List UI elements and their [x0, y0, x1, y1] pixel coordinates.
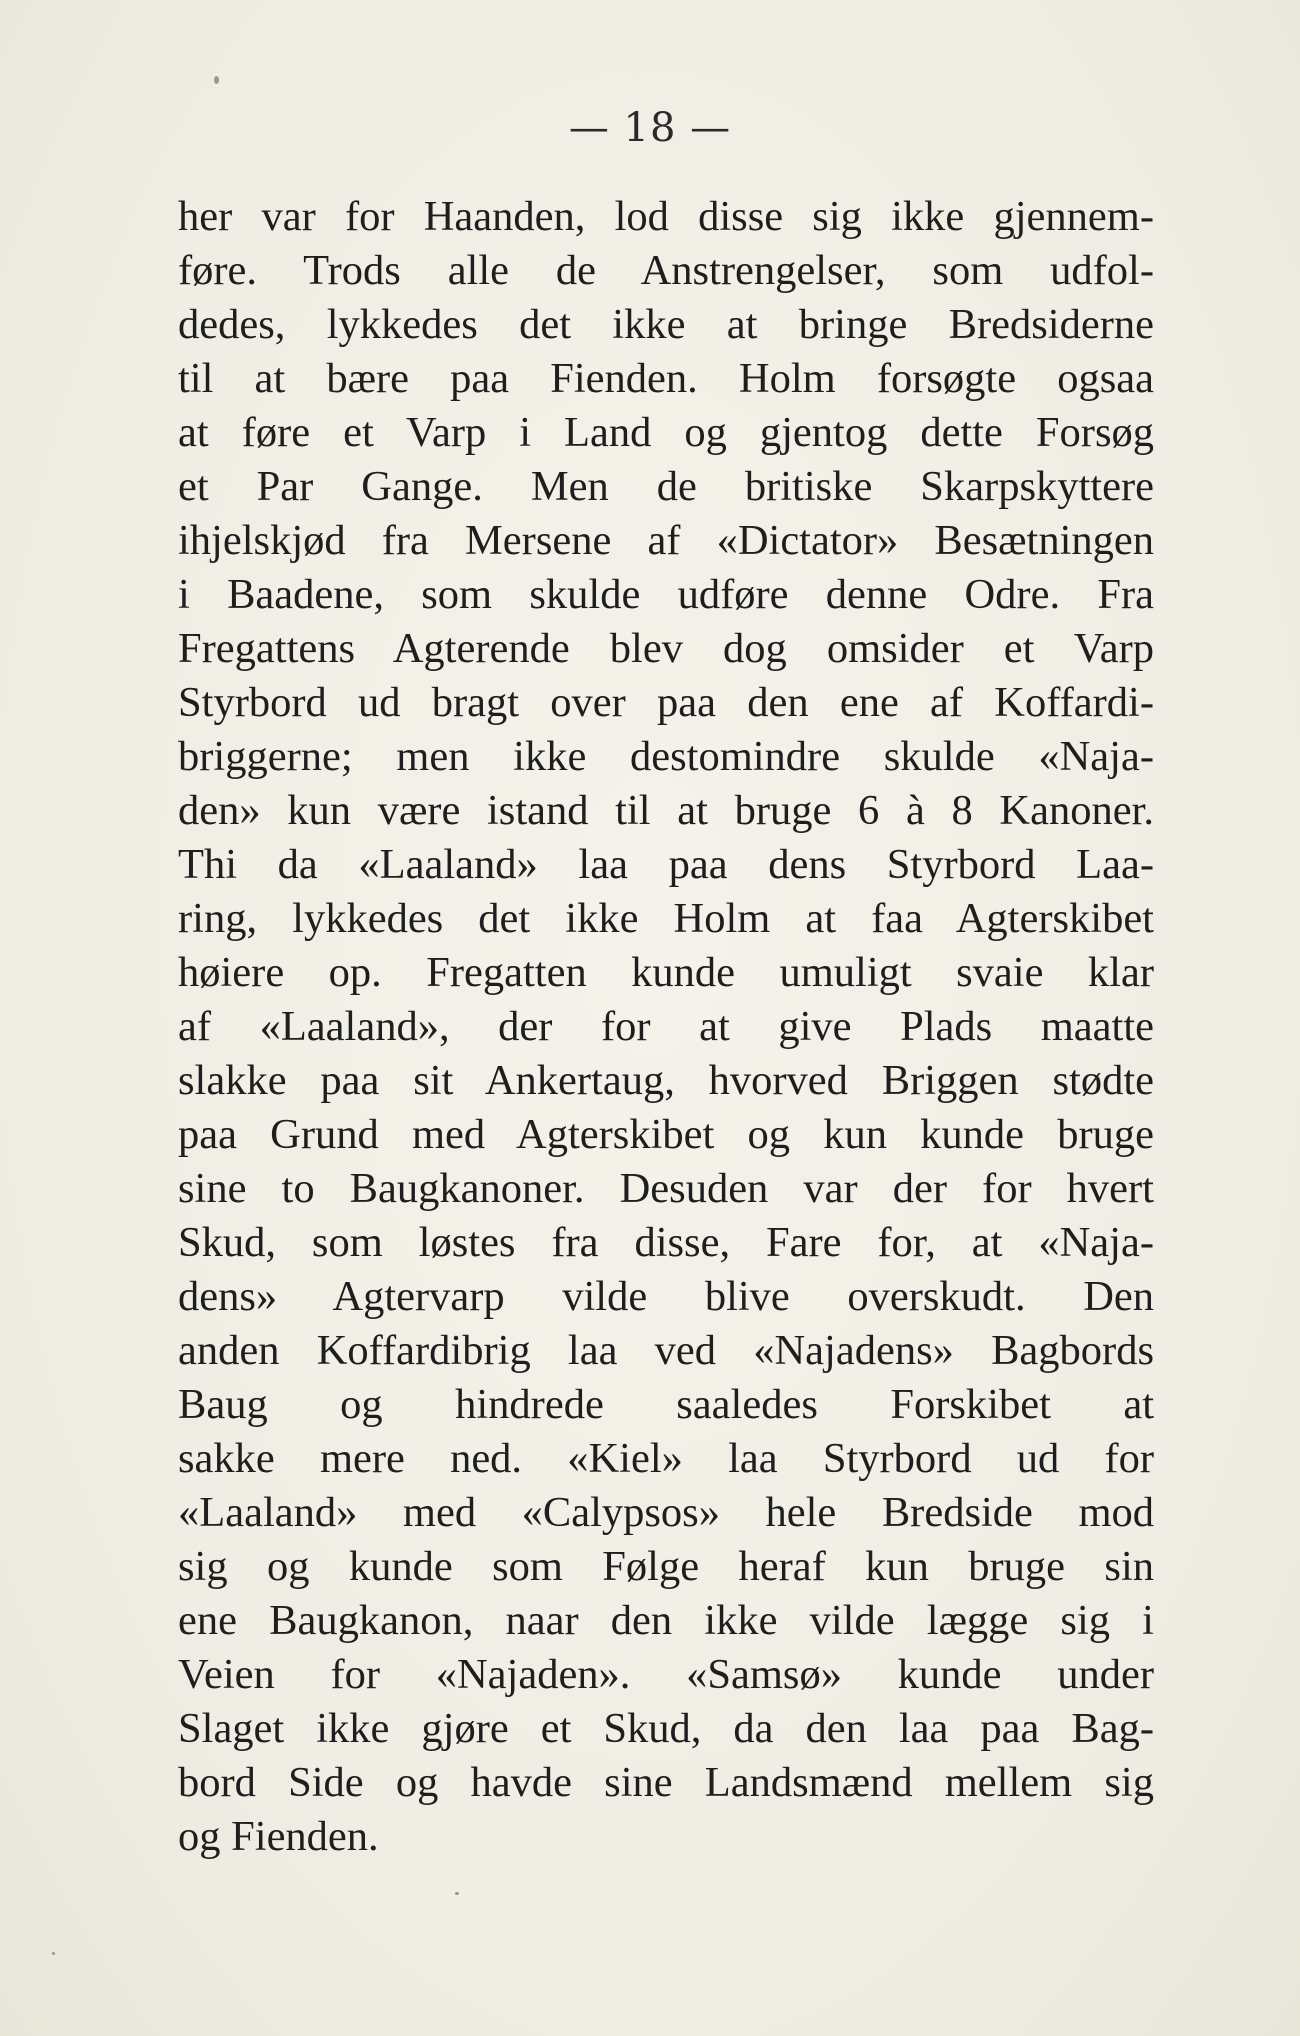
text-line: her var for Haanden, lod disse sig ikke gjennem-	[178, 193, 1154, 240]
text-line: Styrbord ud bragt over paa den ene af Koffardi-	[178, 679, 1154, 726]
text-line: Baug og hindrede saaledes Forskibet at	[178, 1381, 1154, 1428]
body-text	[178, 190, 1154, 1864]
text-line: sine to Baugkanoner. Desuden var der for hvert	[178, 1165, 1154, 1212]
text-line: dedes, lykkedes det ikke at bringe Bredsiderne	[178, 301, 1154, 348]
text-line: anden Koffardibrig laa ved «Najadens» Bagbords	[178, 1327, 1154, 1374]
text-line: Slaget ikke gjøre et Skud, da den laa paa Bag-	[178, 1705, 1154, 1752]
text-line: ihjelskjød fra Mersene af «Dictator» Besætningen	[178, 517, 1154, 564]
print-speck	[52, 1952, 55, 1955]
text-line: den» kun være istand til at bruge 6 à 8 Kanoner.	[178, 787, 1154, 834]
text-line: ring, lykkedes det ikke Holm at faa Agterskibet	[178, 895, 1154, 942]
text-line: føre. Trods alle de Anstrengelser, som udfol-	[178, 247, 1154, 294]
text-line: ene Baugkanon, naar den ikke vilde lægge sig i	[178, 1597, 1154, 1644]
text-line: dens» Agtervarp vilde blive overskudt. Den	[178, 1273, 1154, 1320]
text-line: bord Side og havde sine Landsmænd mellem sig	[178, 1759, 1154, 1806]
text-line: et Par Gange. Men de britiske Skarpskyttere	[178, 463, 1154, 510]
text-line: Thi da «Laaland» laa paa dens Styrbord Laa-	[178, 841, 1154, 888]
print-speck	[214, 76, 219, 84]
text-line: Veien for «Najaden». «Samsø» kunde under	[178, 1651, 1154, 1698]
text-line: og Fienden.	[178, 1813, 379, 1860]
text-line: slakke paa sit Ankertaug, hvorved Briggen stødte	[178, 1057, 1154, 1104]
text-line: «Laaland» med «Calypsos» hele Bredside mod	[178, 1489, 1154, 1536]
text-line: i Baadene, som skulde udføre denne Odre. Fra	[178, 571, 1154, 618]
text-line: sakke mere ned. «Kiel» laa Styrbord ud for	[178, 1435, 1154, 1482]
text-line: briggerne; men ikke destomindre skulde «Naja-	[178, 733, 1154, 780]
page-number: — 18 —	[568, 105, 732, 151]
text-line: af «Laaland», der for at give Plads maatte	[178, 1003, 1154, 1050]
text-line: sig og kunde som Følge heraf kun bruge sin	[178, 1543, 1154, 1590]
text-line: høiere op. Fregatten kunde umuligt svaie klar	[178, 949, 1154, 996]
text-line: paa Grund med Agterskibet og kun kunde bruge	[178, 1111, 1154, 1158]
text-line: Fregattens Agterende blev dog omsider et Varp	[178, 625, 1154, 672]
print-speck	[455, 1892, 459, 1895]
text-line: til at bære paa Fienden. Holm forsøgte ogsaa	[178, 355, 1154, 402]
text-line: Skud, som løstes fra disse, Fare for, at «Naja-	[178, 1219, 1154, 1266]
text-line: at føre et Varp i Land og gjentog dette Forsøg	[178, 409, 1154, 456]
